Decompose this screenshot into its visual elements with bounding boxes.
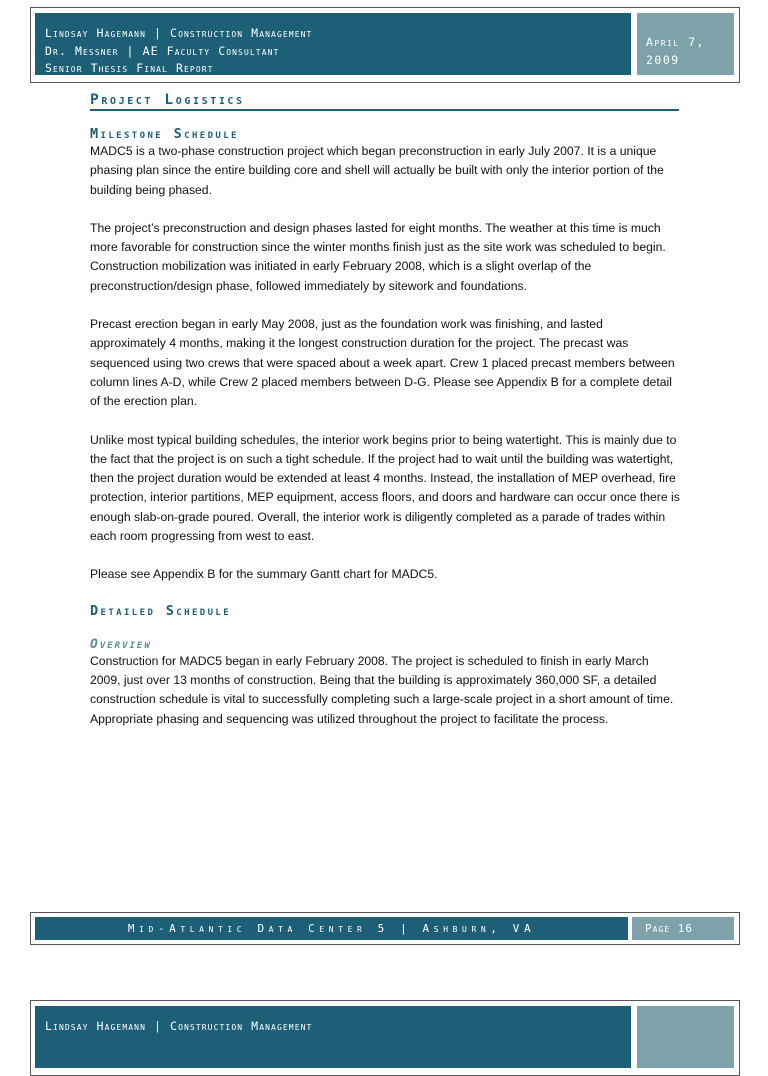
next-header-info-block (35, 1006, 631, 1068)
subsection-title-detailed-schedule: Detailed Schedule (90, 602, 232, 619)
header-date-line2: 2009 (646, 53, 680, 67)
footer-page-number: Page 16 (645, 922, 693, 935)
subsubsection-title-overview: Overview (90, 636, 152, 652)
header-author-line: Lindsay Hagemann | Construction Management (45, 26, 313, 40)
footer-page-block (632, 917, 734, 940)
paragraph-interior-work: Unlike most typical building schedules, the interior work begins prior to being watertight. This is mainly due to the fact that the project is on such a tight schedule. If the project had to wait until the building was watertight, then the project duration would be extended at least 4 months. Instead, the installation of MEP overhead, fire protection, interior partitions, MEP equipment, access floors, and doors and hardware can occur once there is enough slab-on-grade poured. Overall, the interior work is diligently completed as a parade of trades within each room progressing from west to east. (90, 432, 680, 544)
next-header-date-block (637, 1006, 734, 1068)
paragraph-precast: Precast erection began in early May 2008, just as the foundation work was finishing, and lasted approximately 4 months, making it the longest construction duration for the project. The precast was sequenced using two crews that were spaced about a week apart. Crew 1 placed precast members between column lines A-D, while Crew 2 placed members between D-G. Please see Appendix B for a complete detail of the erection plan. (90, 317, 675, 409)
header-date (646, 33, 705, 69)
next-header-author-line: Lindsay Hagemann | Construction Management (45, 1019, 313, 1033)
paragraph-intro: MADC5 is a two-phase construction project which began preconstruction in early July 2007. It is a unique phasing plan since the entire building core and shell will actually be built with only the interior portion of the building being phased. (90, 144, 664, 197)
section-rule (90, 109, 679, 111)
paragraph-preconstruction: The project’s preconstruction and design phases lasted for eight months. The weather at this time is much more favorable for construction since the winter months finish just as the site work was scheduled to begin. Construction mobilization was initiated in early February 2008, which is a slight overlap of the preconstruction/design phase, followed immediately by sitework and foundations. (90, 220, 666, 293)
paragraph-overview: Construction for MADC5 began in early February 2008. The project is scheduled to finish in early March 2009, just over 13 months of construction. Being that the building is approximately 360,000 SF, a detailed construction schedule is vital to successfully completing such a large-scale project in a short amount of time. Appropriate phasing and sequencing was utilized throughout the project to facilitate the process. (90, 653, 674, 726)
page-footer (30, 912, 740, 945)
header-date-block (637, 13, 734, 75)
subsection-title-milestone-schedule: Milestone Schedule (90, 126, 239, 142)
page-header (30, 7, 740, 83)
header-info-block (35, 13, 631, 75)
section-title-project-logistics: Project Logistics (90, 92, 245, 108)
header-lines (45, 25, 312, 78)
header-consultant-line: Dr. Messner | AE Faculty Consultant (45, 43, 280, 58)
paragraph-gantt-reference: Please see Appendix B for the summary Gantt chart for MADC5. (90, 567, 438, 582)
header-date-line1: April 7, (646, 35, 705, 49)
next-header-lines (45, 1018, 312, 1036)
footer-project-title: Mid-Atlantic Data Center 5 | Ashburn, VA (127, 922, 536, 935)
header-report-line: Senior Thesis Final Report (45, 61, 214, 75)
footer-title-block (35, 917, 628, 940)
next-page-header (30, 1000, 740, 1076)
page-content (90, 92, 682, 729)
